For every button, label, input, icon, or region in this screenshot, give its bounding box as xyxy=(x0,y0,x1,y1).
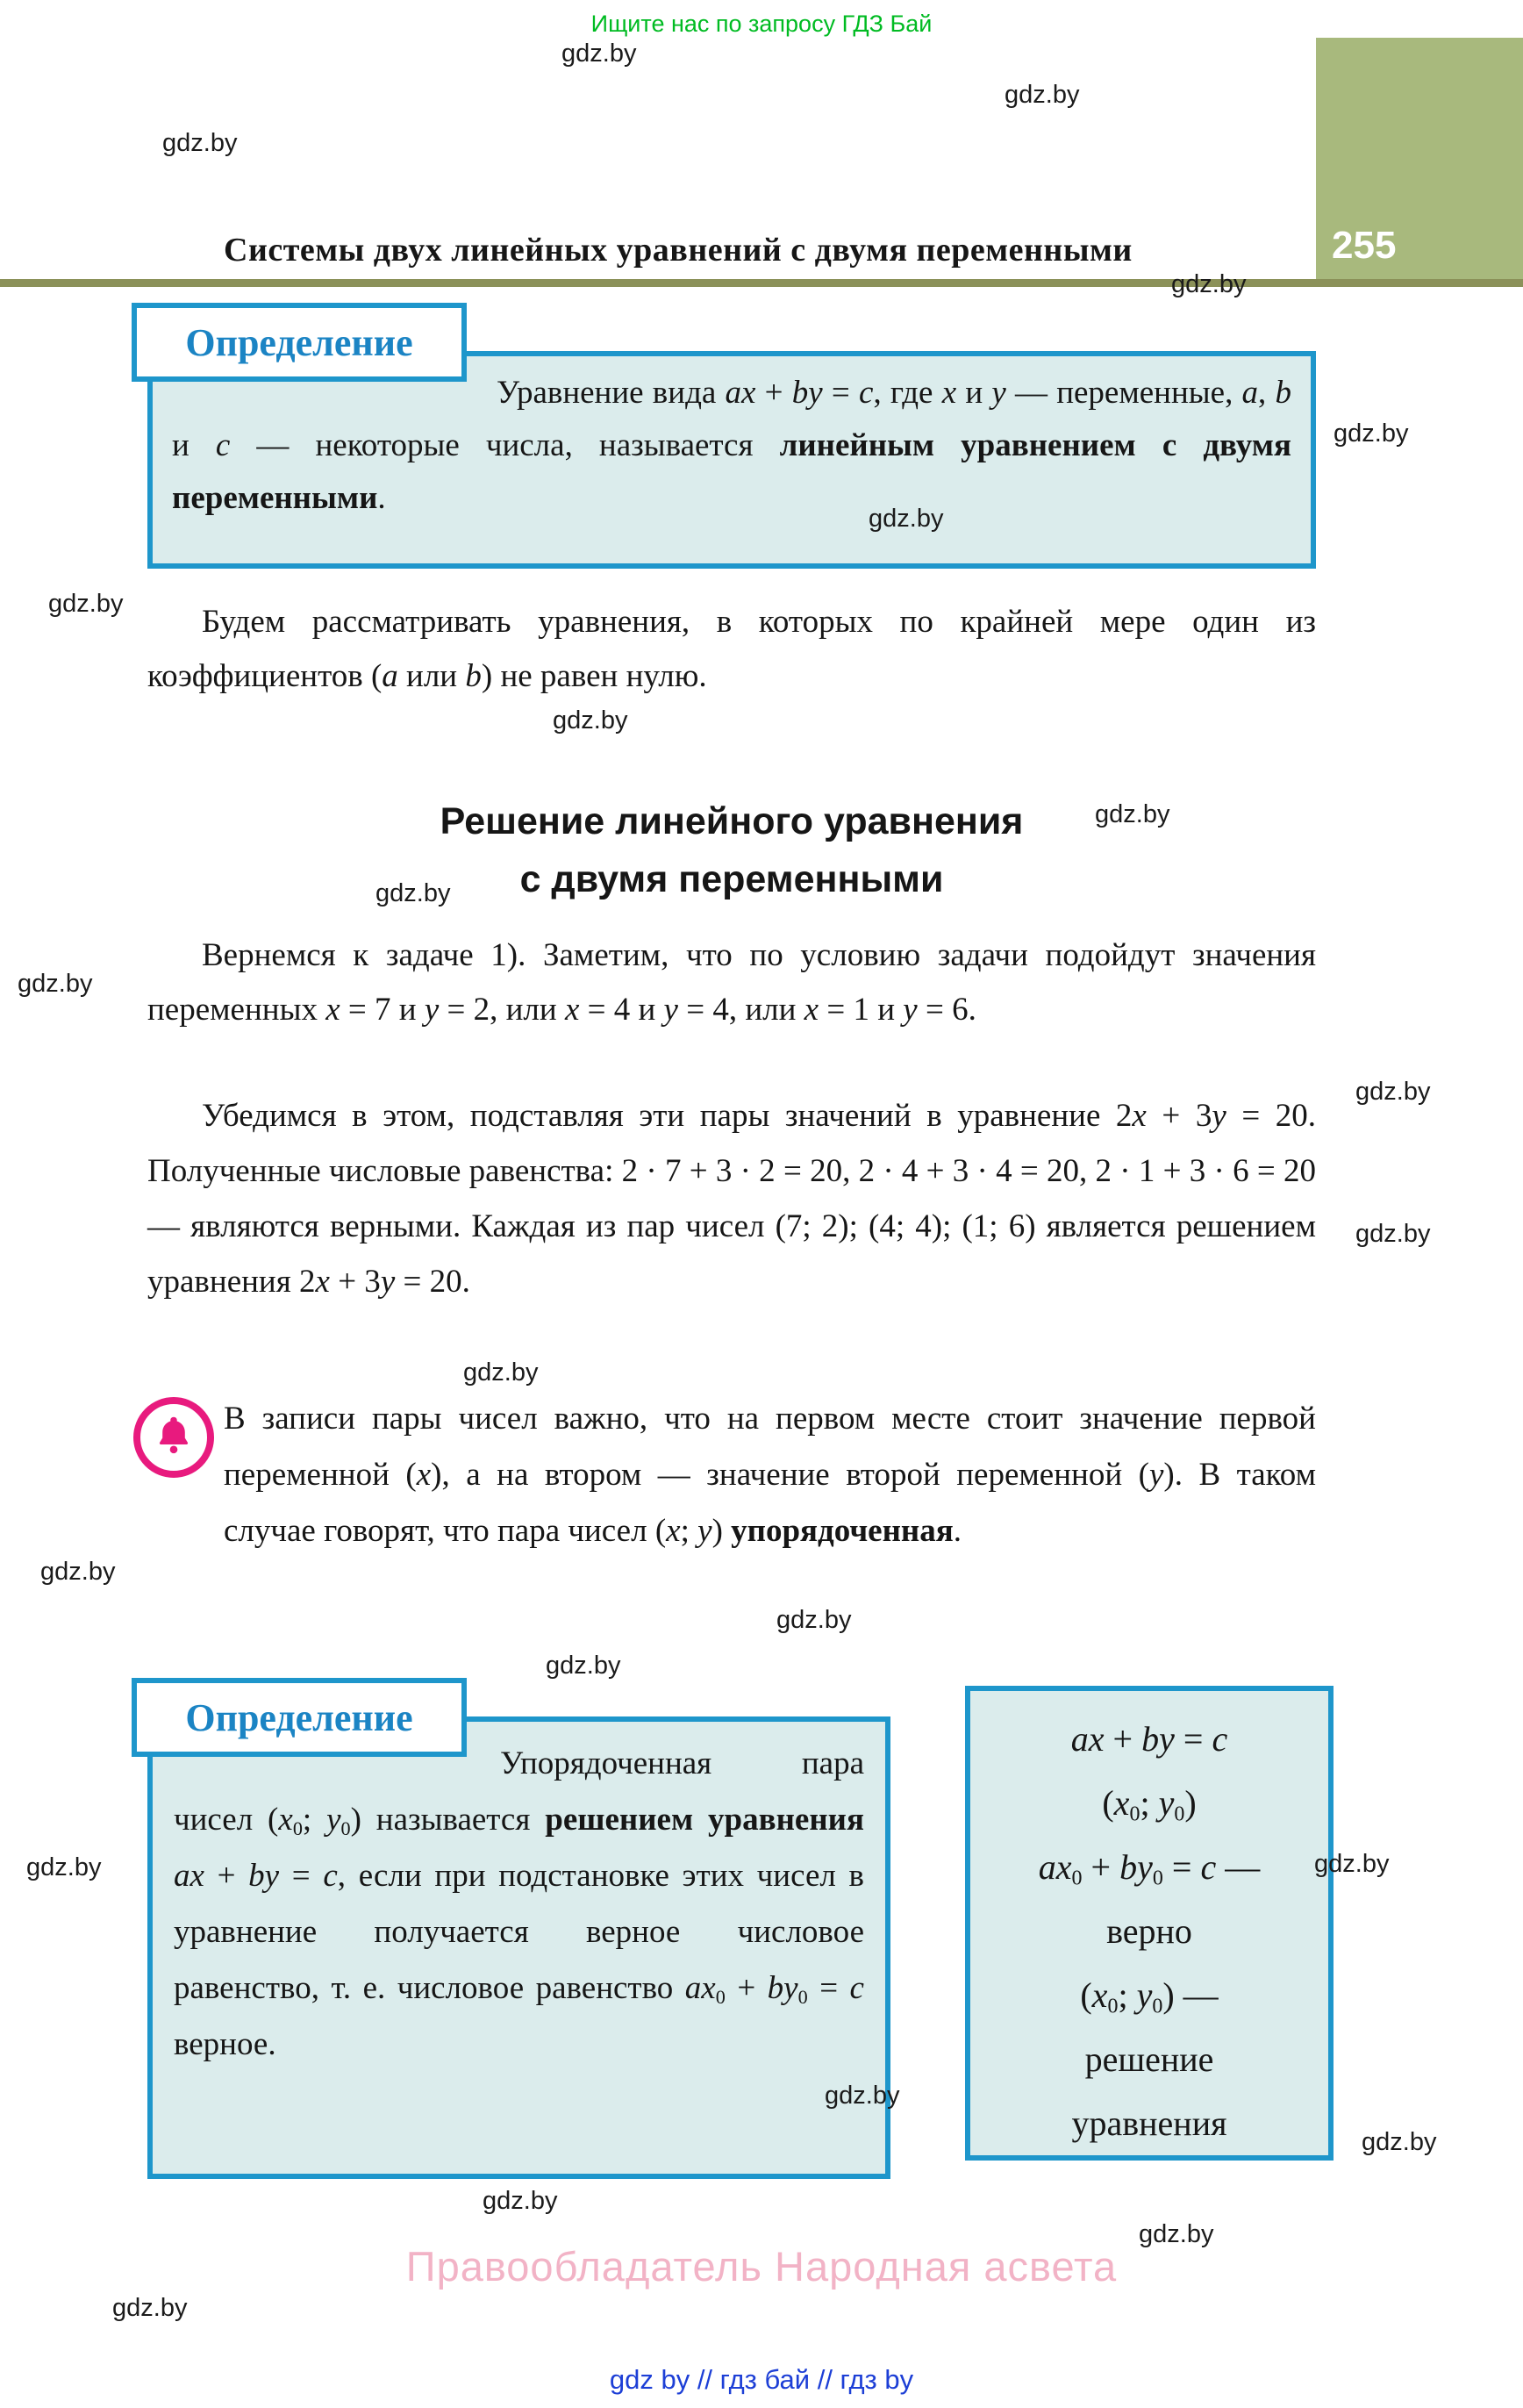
section-heading-line1: Решение линейного уравнения xyxy=(440,800,1024,842)
formula-line: ax + by = c xyxy=(1070,1719,1228,1759)
watermark-text: gdz.by xyxy=(553,706,628,735)
formula-line: ($x_0$; $y_0$) — xyxy=(1080,1975,1219,2018)
watermark-text: gdz.by xyxy=(26,1853,102,1881)
watermark-text: gdz.by xyxy=(1362,2128,1437,2156)
bottom-links[interactable]: gdz by // гдз бай // гдз by xyxy=(609,2364,914,2395)
formula-summary-lines xyxy=(970,1707,1328,2155)
watermark-text: gdz.by xyxy=(776,1606,852,1634)
watermark-text: gdz.by xyxy=(1355,1078,1431,1106)
note-badge xyxy=(133,1397,214,1478)
formula-line: уравнения xyxy=(1071,2103,1227,2143)
definition-label-2: Определение xyxy=(132,1678,467,1757)
watermark-text: gdz.by xyxy=(1005,81,1080,109)
watermark-text: gdz.by xyxy=(463,1358,539,1387)
watermark-text: gdz.by xyxy=(162,129,238,157)
watermark-text: gdz.by xyxy=(48,590,124,618)
watermark-text: gdz.by xyxy=(40,1558,116,1586)
watermark-text: gdz.by xyxy=(1355,1220,1431,1248)
paragraph-intro: Будем рассматривать уравнения, в которых по крайней мере один из коэффициентов (a или b) не равен нулю. xyxy=(147,604,1316,694)
definition-text-2: Упорядоченная пара чисел ($x_0$; $y_0$) называется решением уравнения ax + by = c, если при подстановке этих чисел в уравнение получается верное числовое равенство, т. е. числовое равенство $ax_0 + by_0 = c$ верное. xyxy=(174,1745,864,2062)
watermark-text: gdz.by xyxy=(112,2294,188,2322)
watermark-text: gdz.by xyxy=(18,970,93,998)
watermark-text: gdz.by xyxy=(1314,1850,1390,1878)
formula-line: ($x_0$; $y_0$) xyxy=(1102,1783,1197,1826)
watermark-text: gdz.by xyxy=(561,39,637,68)
header-rule xyxy=(0,279,1523,287)
definition-text-1: Уравнение вида ax + by = c, где x и y — переменные, a, b и c — некоторые числа, называется линейным уравнением с двумя переменными. xyxy=(172,375,1291,516)
formula-line: верно xyxy=(1106,1911,1192,1951)
watermark-text: gdz.by xyxy=(546,1652,621,1680)
paragraph-verification: Убедимся в этом, подставляя эти пары значений в уравнение 2x + 3y = 20. Полученные числовые равенства: 2 · 7 + 3 · 2 = 20, 2 · 4 + 3 · 4 = 20, 2 · 1 + 3 · 6 = 20 — являются верными. Каждая из пар чисел (7; 2); (4; 4); (1; 6) является решением уравнения 2x + 3y = 20. xyxy=(147,1098,1317,1300)
watermark-text: gdz.by xyxy=(483,2187,558,2215)
watermark-text: gdz.by xyxy=(1334,419,1409,448)
formula-line: решение xyxy=(1084,2039,1214,2079)
watermark-text: gdz.by xyxy=(1095,800,1170,828)
definition-label-1: Определение xyxy=(132,303,467,382)
watermark-text: gdz.by xyxy=(869,505,944,533)
top-banner-text: Ищите нас по запросу ГДЗ Бай xyxy=(590,11,933,37)
watermark-text: gdz.by xyxy=(825,2082,900,2110)
bell-icon xyxy=(151,1413,197,1463)
page-title: Системы двух линейных уравнений с двумя переменными xyxy=(224,232,1133,269)
copyright-text: Правообладатель Народная асвета xyxy=(405,2243,1118,2290)
note-text: В записи пары чисел важно, что на первом месте стоит значение первой переменной (x), а на втором — значение второй переменной (y). В таком случае говорят, что пара чисел (x; y) упорядоченная. xyxy=(224,1401,1316,1549)
watermark-text: gdz.by xyxy=(1139,2220,1214,2248)
watermark-text: gdz.by xyxy=(375,879,451,907)
watermark-text: gdz.by xyxy=(1171,270,1247,298)
paragraph-return-to-task: Вернемся к задаче 1). Заметим, что по условию задачи подойдут значения переменных x = 7 и y = 2, или x = 4 и y = 4, или x = 1 и y = 6. xyxy=(147,937,1316,1028)
page-number: 255 xyxy=(1332,224,1397,267)
formula-line: $ax_0 + by_0 = c$ — xyxy=(1038,1847,1261,1890)
section-heading-line2: с двумя переменными xyxy=(519,858,944,900)
